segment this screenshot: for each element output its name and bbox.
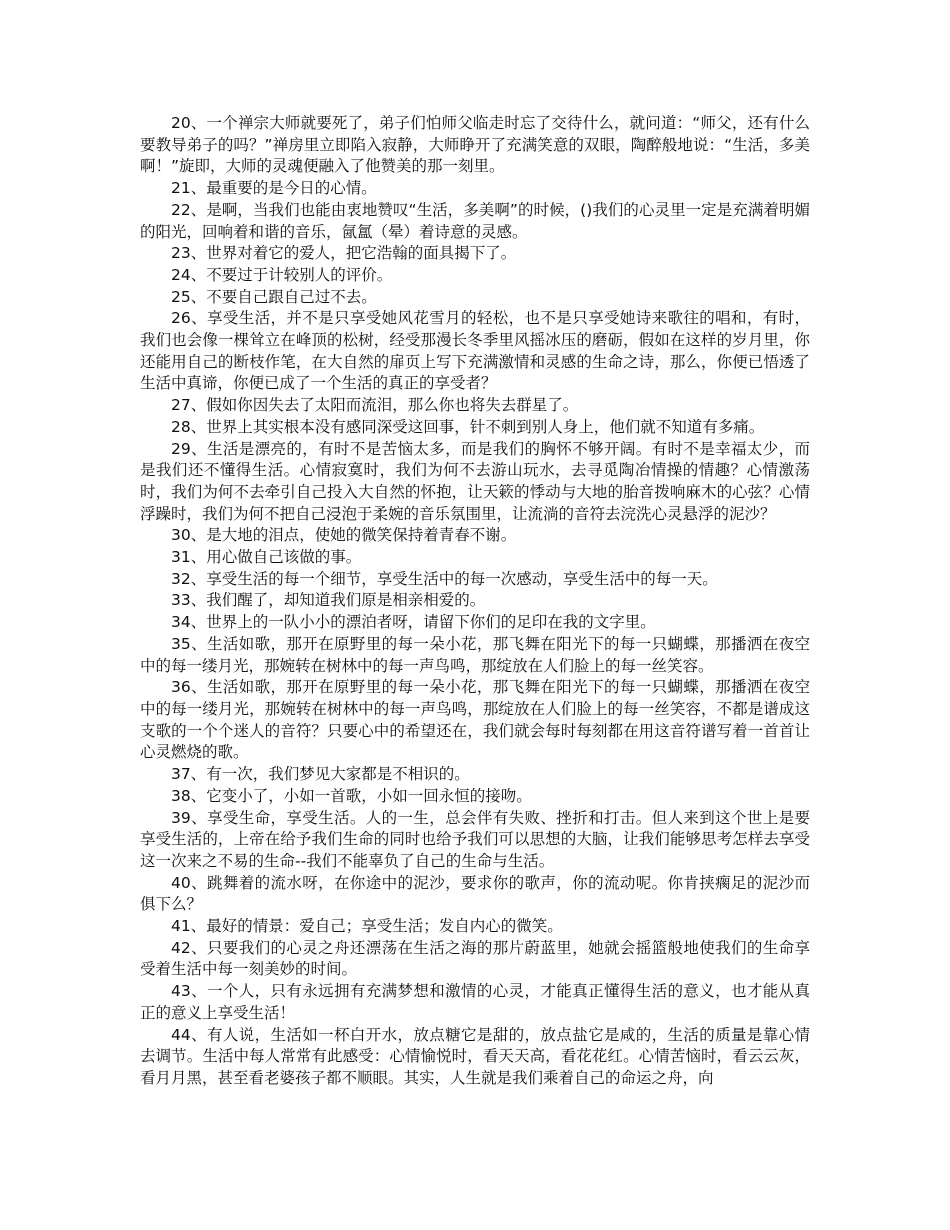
paragraph-36: 36、生活如歌，那开在原野里的每一朵小花，那飞舞在阳光下的每一只蝴蝶，那播洒在夜空中的每一缕月光，那婉转在树林中的每一声鸟鸣，那绽放在人们脸上的每一丝笑容，不都是谱成这支歌的一个个迷人的音符？只要心中的希望还在，我们就会每时每刻都在用这音符谱写着一首首让心灵燃烧的歌。 <box>140 678 810 762</box>
paragraph-23: 23、世界对着它的爱人，把它浩翰的面具揭下了。 <box>171 244 517 263</box>
paragraph-27: 27、假如你因失去了太阳而流泪，那么你也将失去群星了。 <box>171 396 579 415</box>
paragraph-43: 43、一个人，只有永远拥有充满梦想和激情的心灵，才能真正懂得生活的意义，也才能从真正的意义上享受生活！ <box>140 982 810 1022</box>
paragraph-28: 28、世界上其实根本没有感同深受这回事，针不刺到别人身上，他们就不知道有多痛。 <box>171 417 765 436</box>
paragraph-33: 33、我们醒了，却知道我们原是相亲相爱的。 <box>171 591 486 610</box>
paragraph-21: 21、最重要的是今日的心情。 <box>171 179 377 198</box>
document-body <box>140 113 810 1090</box>
paragraph-44: 44、有人说，生活如一杯白开水，放点糖它是甜的，放点盐它是咸的，生活的质量是靠心情去调节。生活中每人常常有此感受：心情愉悦时，看天天高，看花花红。心情苦恼时，看云云灰，看月月黑，甚至看老婆孩子都不顺眼。其实，人生就是我们乘着自己的命运之舟，向 <box>140 1025 810 1087</box>
paragraph-38: 38、它变小了，小如一首歌，小如一回永恒的接吻。 <box>171 786 532 805</box>
paragraph-35: 35、生活如歌，那开在原野里的每一朵小花，那飞舞在阳光下的每一只蝴蝶，那播洒在夜空中的每一缕月光，那婉转在树林中的每一声鸟鸣，那绽放在人们脸上的每一丝笑容。 <box>140 634 810 675</box>
paragraph-41: 41、最好的情景：爱自己；享受生活；发自内心的微笑。 <box>171 917 563 936</box>
paragraph-30: 30、是大地的泪点，使她的微笑保持着青春不谢。 <box>171 526 517 545</box>
paragraph-29: 29、生活是漂亮的，有时不是苦恼太多，而是我们的胸怀不够开阔。有时不是幸福太少，而是我们还不懂得生活。心情寂寞时，我们为何不去游山玩水，去寻觅陶冶情操的情趣？心情激荡时，我们为何不去牵引自己投入大自然的怀抱，让天簌的悸动与大地的胎音拨响麻木的心弦？心情浮躁时，我们为何不把自己浸泡于柔婉的音乐氛围里，让流淌的音符去浣洗心灵悬浮的泥沙？ <box>140 439 810 523</box>
paragraph-31: 31、用心做自己该做的事。 <box>171 548 362 567</box>
paragraph-26: 26、享受生活，并不是只享受她风花雪月的轻松，也不是只享受她诗来歌往的唱和，有时，我们也会像一棵耸立在峰顶的松树，经受那漫长冬季里风摇冰压的磨砺，假如在这样的岁月里，你还能用自己的断枝作笔，在大自然的扉页上写下充满激情和灵感的生命之诗，那么，你便已悟透了生活中真谛，你便已成了一个生活的真正的享受者？ <box>140 309 810 393</box>
paragraph-39: 39、享受生命，享受生活。人的一生，总会伴有失败、挫折和打击。但人来到这个世上是要享受生活的，上帝在给予我们生命的同时也给予我们可以思想的大脑，让我们能够思考怎样去享受这一次来之不易的生命--我们不能辜负了自己的生命与生活。 <box>140 808 810 870</box>
paragraph-20: 20、一个禅宗大师就要死了，弟子们怕师父临走时忘了交待什么，就问道：“师父，还有什么要教导弟子的吗？”禅房里立即陷入寂静，大师睁开了充满笑意的双眼，陶醉般地说：“生活，多美啊！”旋即，大师的灵魂便融入了他赞美的那一刻里。 <box>140 114 810 176</box>
paragraph-34: 34、世界上的一队小小的漂泊者呀，请留下你们的足印在我的文字里。 <box>171 613 656 632</box>
paragraph-37: 37、有一次，我们梦见大家都是不相识的。 <box>171 765 470 784</box>
paragraph-32: 32、享受生活的每一个细节，享受生活中的每一次感动，享受生活中的每一天。 <box>171 569 718 588</box>
paragraph-22: 22、是啊，当我们也能由衷地赞叹“生活，多美啊”的时候，()我们的心灵里一定是充满着明媚的阳光，回响着和谐的音乐，氤氲（晕）着诗意的灵感。 <box>140 200 810 241</box>
paragraph-24: 24、不要过于计较别人的评价。 <box>171 265 393 284</box>
paragraph-40: 40、跳舞着的流水呀，在你途中的泥沙，要求你的歌声，你的流动呢。你肯挟瘸足的泥沙而俱下么？ <box>140 873 810 914</box>
paragraph-42: 42、只要我们的心灵之舟还漂荡在生活之海的那片蔚蓝里，她就会摇篮般地使我们的生命享受着生活中每一刻美妙的时间。 <box>140 938 810 979</box>
paragraph-25: 25、不要自己跟自己过不去。 <box>171 287 377 306</box>
